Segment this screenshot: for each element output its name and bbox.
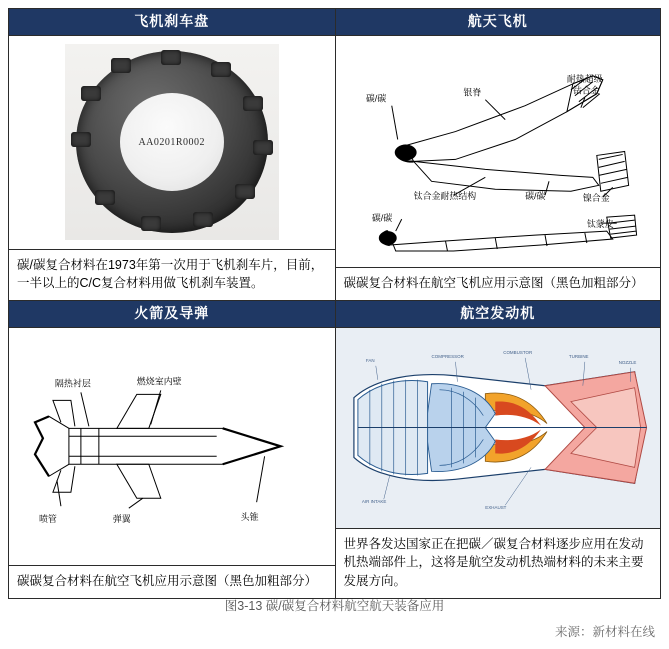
label-carbon-carbon-1: 碳/碳 [365, 94, 386, 105]
label-heat-alloy-2: 钴合金 [572, 86, 600, 97]
brake-disc-hub [120, 93, 224, 191]
engine-label-fan: FAN [365, 358, 375, 364]
panel-missile-body [9, 328, 335, 565]
panel-aero-engine-title: 航空发动机 [336, 301, 661, 328]
engine-label-combustor: COMBUSTOR [502, 350, 532, 356]
brake-disc-image [65, 44, 279, 240]
label-ti-alloy-structure: 钛合金耐热结构 [413, 191, 476, 202]
spacecraft-diagram [336, 36, 661, 267]
label-insulation: 隔热衬层 [54, 378, 91, 389]
brake-disc-tab [193, 212, 213, 227]
brake-disc-tab [235, 184, 255, 199]
label-carbon-carbon-2: 碳/碳 [524, 191, 545, 202]
label-nozzle: 喷管 [38, 514, 57, 525]
brake-disc-photo [9, 36, 335, 248]
brake-disc-tab [81, 86, 101, 101]
engine-label-turbine: TURBINE [568, 354, 589, 360]
panel-missile-title: 火箭及导弹 [9, 301, 335, 328]
panel-brake-disc [8, 8, 335, 300]
aero-engine-diagram [336, 328, 661, 527]
panel-brake-disc-body [9, 36, 335, 248]
label-keel: 银脊 [462, 88, 481, 99]
panel-spacecraft-body [336, 36, 661, 267]
panel-brake-disc-caption: 碳/碳复合材料在1973年第一次用于飞机刹车片，目前，一半以上的C/C复合材料用做飞机刹车装置。 [9, 249, 335, 301]
panel-missile-caption: 碳碳复合材料在航空飞机应用示意图（黑色加粗部分） [9, 565, 335, 598]
missile-diagram [9, 328, 335, 565]
label-ti-skin: 钛蒙皮 [586, 219, 614, 230]
label-carbon-carbon-3: 碳/碳 [371, 213, 392, 224]
panel-spacecraft-caption: 碳碳复合材料在航空飞机应用示意图（黑色加粗部分） [336, 267, 661, 300]
engine-label-nozzle: NOZZLE [618, 360, 636, 366]
label-nose-cone: 头锥 [240, 512, 259, 523]
label-fin: 弹翼 [112, 514, 131, 525]
panel-aero-engine-body [336, 328, 661, 527]
label-heat-alloy-1: 耐热超级 [566, 74, 603, 85]
panel-aero-engine-caption: 世界各发达国家正在把碳／碳复合材料逐步应用在发动机热端部件上，这将是航空发动机热端材料的未来主要发展方向。 [336, 528, 661, 598]
panel-spacecraft-title: 航天飞机 [336, 9, 661, 36]
panel-grid [8, 8, 661, 588]
panel-aero-engine [335, 300, 662, 599]
panel-missile [8, 300, 335, 599]
aero-engine-illustration [336, 328, 661, 527]
brake-disc-tab [243, 96, 263, 111]
label-ni-alloy: 镍合金 [582, 193, 610, 204]
brake-disc-tab [161, 50, 181, 65]
panel-spacecraft [335, 8, 662, 300]
label-chamber-wall: 燃烧室内壁 [136, 376, 182, 387]
engine-label-compressor: COMPRESSOR [431, 354, 464, 360]
engine-label-exhaust: EXHAUST [484, 505, 506, 511]
engine-label-air-intake: AIR INTAKE [361, 499, 386, 505]
source-credit: 来源：新材料在线 [554, 625, 655, 639]
panel-brake-disc-title: 飞机刹车盘 [9, 9, 335, 36]
brake-disc-tab [253, 140, 273, 155]
brake-disc-tab [111, 58, 131, 73]
brake-disc-tab [211, 62, 231, 77]
brake-disc-tab [141, 216, 161, 231]
brake-disc-tab [71, 132, 91, 147]
figure-caption: 图3-13 碳/碳复合材料航空航天装备应用 [224, 599, 445, 613]
brake-disc-tab [95, 190, 115, 205]
brake-disc-serial-number: AA0201R0002 [138, 136, 206, 148]
